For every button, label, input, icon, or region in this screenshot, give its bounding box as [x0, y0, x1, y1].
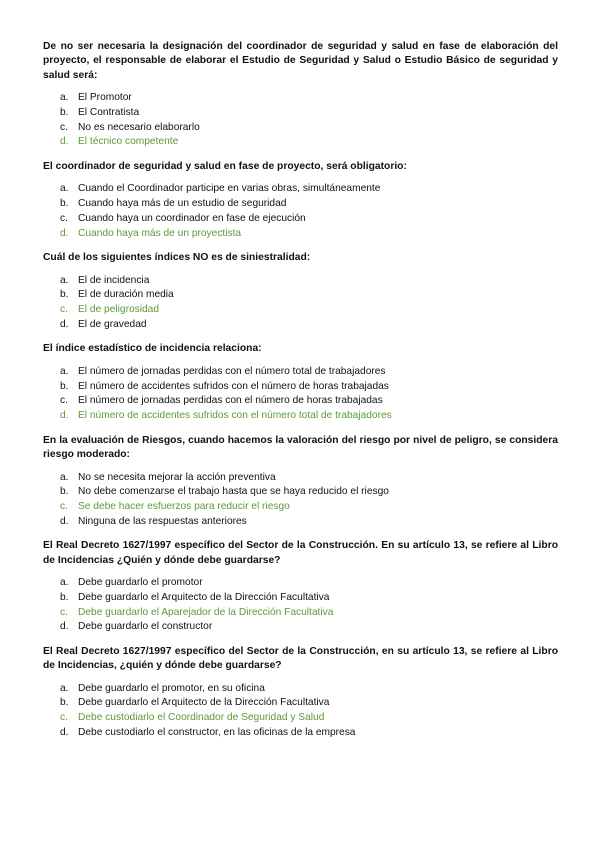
- option-letter: d.: [60, 136, 69, 148]
- answer-option: [60, 471, 558, 486]
- option-text: No debe comenzarse el trabajo hasta que se haya reducido el riesgo: [78, 486, 389, 498]
- answer-option: [60, 197, 558, 212]
- answer-option-correct: [60, 303, 558, 318]
- option-letter: b.: [60, 106, 69, 118]
- option-text: El número de accidentes sufridos con el número total de trabajadores: [78, 409, 392, 421]
- option-letter: c.: [60, 395, 68, 407]
- answer-option: [60, 394, 558, 409]
- option-letter: c.: [60, 712, 68, 724]
- answer-option: [60, 91, 558, 106]
- option-text: El de peligrosidad: [78, 304, 159, 316]
- answer-option: [60, 106, 558, 121]
- answer-option: [60, 274, 558, 289]
- option-text: Cuando haya más de un proyectista: [78, 227, 242, 239]
- option-letter: a.: [60, 92, 69, 104]
- answer-options: [43, 576, 558, 635]
- option-text: El Promotor: [78, 92, 132, 104]
- question-block: [43, 40, 558, 150]
- question-block: [43, 434, 558, 530]
- option-text: Debe guardarlo el constructor: [78, 621, 213, 633]
- option-text: El de incidencia: [78, 274, 150, 286]
- option-letter: b.: [60, 198, 69, 210]
- option-text: Debe guardarlo el promotor, en su oficina: [78, 682, 265, 694]
- option-letter: a.: [60, 274, 69, 286]
- option-text: El Contratista: [78, 106, 140, 118]
- answer-options: [43, 365, 558, 424]
- answer-options: [43, 274, 558, 333]
- question-text: De no ser necesaria la designación del coordinador de seguridad y salud en fase de elaboración del proyecto, el responsable de elaborar el Estudio de Seguridad y Salud o Estudio Básico de seguridad y salud será:: [43, 41, 558, 81]
- option-letter: b.: [60, 486, 69, 498]
- option-letter: a.: [60, 471, 69, 483]
- answer-option: [60, 515, 558, 530]
- answer-options: [43, 182, 558, 241]
- option-text: Cuando haya un coordinador en fase de ejecución: [78, 212, 306, 224]
- answer-option: [60, 365, 558, 380]
- answer-option: [60, 696, 558, 711]
- answer-option: [60, 182, 558, 197]
- answer-option: [60, 620, 558, 635]
- option-letter: a.: [60, 682, 69, 694]
- option-letter: a.: [60, 183, 69, 195]
- question-block: [43, 251, 558, 332]
- option-letter: b.: [60, 591, 69, 603]
- option-text: El número de accidentes sufridos con el número de horas trabajadas: [78, 380, 389, 392]
- option-letter: b.: [60, 697, 69, 709]
- answer-option-correct: [60, 500, 558, 515]
- answer-option: [60, 212, 558, 227]
- option-letter: c.: [60, 500, 68, 512]
- question-block: [43, 342, 558, 423]
- option-letter: d.: [60, 726, 69, 738]
- option-letter: d.: [60, 318, 69, 330]
- answer-option-correct: [60, 409, 558, 424]
- question-text: El coordinador de seguridad y salud en fase de proyecto, será obligatorio:: [43, 161, 407, 173]
- option-letter: b.: [60, 380, 69, 392]
- option-letter: a.: [60, 365, 69, 377]
- option-text: Cuando el Coordinador participe en varias obras, simultáneamente: [78, 183, 381, 195]
- answer-option: [60, 121, 558, 136]
- answer-option: [60, 576, 558, 591]
- option-letter: d.: [60, 409, 69, 421]
- question-text: Cuál de los siguientes índices NO es de siniestralidad:: [43, 252, 311, 264]
- answer-option-correct: [60, 606, 558, 621]
- answer-option-correct: [60, 227, 558, 242]
- option-letter: c.: [60, 212, 68, 224]
- quiz-document: [43, 40, 558, 751]
- option-letter: c.: [60, 304, 68, 316]
- option-text: Debe guardarlo el Arquitecto de la Dirección Facultativa: [78, 591, 330, 603]
- option-text: Ninguna de las respuestas anteriores: [78, 515, 247, 527]
- answer-option-correct: [60, 135, 558, 150]
- option-text: No es necesario elaborarlo: [78, 121, 200, 133]
- option-text: Debe custodiarlo el Coordinador de Seguridad y Salud: [78, 712, 325, 724]
- option-text: Debe guardarlo el Arquitecto de la Dirección Facultativa: [78, 697, 330, 709]
- option-letter: c.: [60, 121, 68, 133]
- answer-options: [43, 91, 558, 150]
- option-letter: d.: [60, 621, 69, 633]
- question-text: El índice estadístico de incidencia relaciona:: [43, 343, 262, 355]
- option-letter: a.: [60, 577, 69, 589]
- question-text: El Real Decreto 1627/1997 específico del Sector de la Construcción, en su artículo 13, se refiere al Libro de Incidencias, ¿quién y dónde debe guardarse?: [43, 645, 558, 672]
- option-letter: d.: [60, 515, 69, 527]
- option-text: Debe guardarlo el Aparejador de la Dirección Facultativa: [78, 606, 334, 618]
- option-text: El técnico competente: [78, 136, 179, 148]
- answer-option: [60, 288, 558, 303]
- option-text: El de duración media: [78, 289, 174, 301]
- option-letter: d.: [60, 227, 69, 239]
- question-block: [43, 645, 558, 741]
- answer-option: [60, 682, 558, 697]
- answer-option: [60, 318, 558, 333]
- option-text: El número de jornadas perdidas con el número total de trabajadores: [78, 365, 386, 377]
- answer-option: [60, 485, 558, 500]
- question-text: El Real Decreto 1627/1997 específico del Sector de la Construcción. En su artículo 13, se refiere al Libro de Incidencias ¿Quién y dónde debe guardarse?: [43, 540, 558, 566]
- option-text: Debe custodiarlo el constructor, en las oficinas de la empresa: [78, 726, 356, 738]
- answer-option: [60, 591, 558, 606]
- option-text: El número de jornadas perdidas con el número de horas trabajadas: [78, 395, 383, 407]
- option-text: El de gravedad: [78, 318, 147, 330]
- answer-options: [43, 682, 558, 741]
- answer-option: [60, 380, 558, 395]
- option-text: Cuando haya más de un estudio de seguridad: [78, 198, 287, 210]
- answer-option: [60, 726, 558, 741]
- question-block: [43, 539, 558, 635]
- answer-options: [43, 471, 558, 530]
- option-text: Se debe hacer esfuerzos para reducir el riesgo: [78, 500, 290, 512]
- option-text: Debe guardarlo el promotor: [78, 577, 203, 589]
- option-letter: c.: [60, 606, 68, 618]
- option-text: No se necesita mejorar la acción preventiva: [78, 471, 276, 483]
- answer-option-correct: [60, 711, 558, 726]
- question-text: En la evaluación de Riesgos, cuando hacemos la valoración del riesgo por nivel de peligro, se considera riesgo moderado:: [43, 434, 558, 461]
- question-block: [43, 160, 558, 241]
- option-letter: b.: [60, 289, 69, 301]
